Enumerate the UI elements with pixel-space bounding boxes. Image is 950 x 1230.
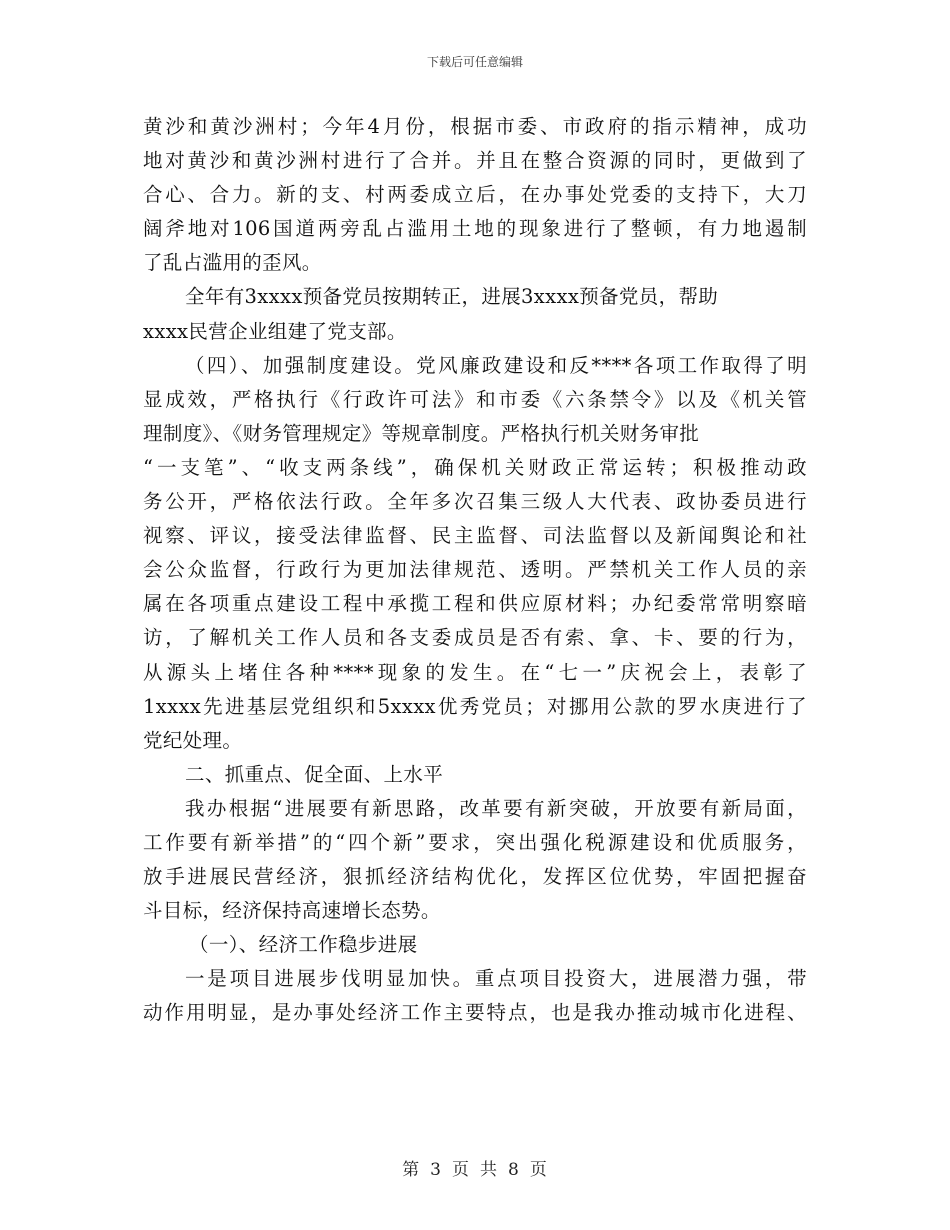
text-line: 显成效，严格执行《行政许可法》和市委《六条禁令》以及《机关管 (143, 387, 807, 411)
page-header: 下载后可任意编辑 (426, 55, 523, 69)
footer-total-pages: 8 (508, 1160, 520, 1180)
footer-suffix: 页 (529, 1160, 548, 1180)
text-line: 斗目标，经济保持高速增长态势。 (143, 899, 441, 923)
text-line: 会公众监督，行政行为更加法律规范、透明。严禁机关工作人员的亲 (143, 558, 807, 582)
section-heading: 二、抓重点、促全面、上水平 (185, 762, 444, 786)
text-line: 理制度》、《财务管理规定》等规章制度。严格执行机关财务审批 (143, 421, 700, 445)
text-line: 工作要有新举措”的“四个新”要求，突出强化税源建设和优质服务， (143, 830, 807, 854)
footer-total-label: 共 (480, 1160, 498, 1180)
text-line: 务公开，严格依法行政。全年多次召集三级人大代表、政协委员进行 (143, 490, 807, 514)
text-line: 从源头上堵住各种****现象的发生。在“七一”庆祝会上，表彰了 (143, 660, 807, 684)
text-line: 了乱占滥用的歪风。 (143, 251, 322, 275)
text-line: 全年有3xxxx预备党员按期转正，进展3xxxx预备党员，帮助 (185, 285, 719, 309)
text-line: 访，了解机关工作人员和各支委成员是否有索、拿、卡、要的行为， (143, 626, 807, 650)
text-line: 合心、合力。新的支、村两委成立后，在办事处党委的支持下，大刀 (143, 183, 807, 207)
document-body (143, 110, 807, 1031)
text-line: xxxx民营企业组建了党支部。 (143, 319, 407, 343)
text-line: 阔斧地对106国道两旁乱占滥用土地的现象进行了整顿，有力地遏制 (143, 217, 807, 241)
text-line: （四）、加强制度建设。党风廉政建设和反****各项工作取得了明 (185, 353, 807, 377)
text-line: 我办根据“进展要有新思路，改革要有新突破，开放要有新局面， (185, 796, 807, 820)
text-line: 黄沙和黄沙洲村；今年4月份，根据市委、市政府的指示精神，成功 (143, 115, 807, 138)
subsection-heading: （一）、经济工作稳步进展 (189, 933, 418, 957)
footer-page-number: 3 (430, 1160, 442, 1180)
text-line: 地对黄沙和黄沙洲村进行了合并。并且在整合资源的同时，更做到了 (143, 149, 807, 173)
page-footer (0, 1155, 950, 1180)
text-line: 放手进展民营经济，狠抓经济结构优化，发挥区位优势，牢固把握奋 (143, 865, 807, 889)
footer-page-label: 页 (452, 1160, 470, 1180)
text-line: 党纪处理。 (143, 728, 243, 752)
footer-prefix: 第 (402, 1160, 421, 1180)
text-line: 动作用明显，是办事处经济工作主要特点，也是我办推动城市化进程、 (143, 1001, 807, 1025)
text-line: 一是项目进展步伐明显加快。重点项目投资大，进展潜力强，带 (185, 967, 807, 991)
text-line: 1xxxx先进基层党组织和5xxxx优秀党员；对挪用公款的罗水庚进行了 (143, 694, 807, 718)
text-line: 属在各项重点建设工程中承揽工程和供应原材料；办纪委常常明察暗 (143, 592, 807, 616)
text-line: “一支笔”、“收支两条线”，确保机关财政正常运转；积极推动政 (143, 455, 807, 479)
text-line: 视察、评议，接受法律监督、民主监督、司法监督以及新闻舆论和社 (143, 524, 807, 548)
